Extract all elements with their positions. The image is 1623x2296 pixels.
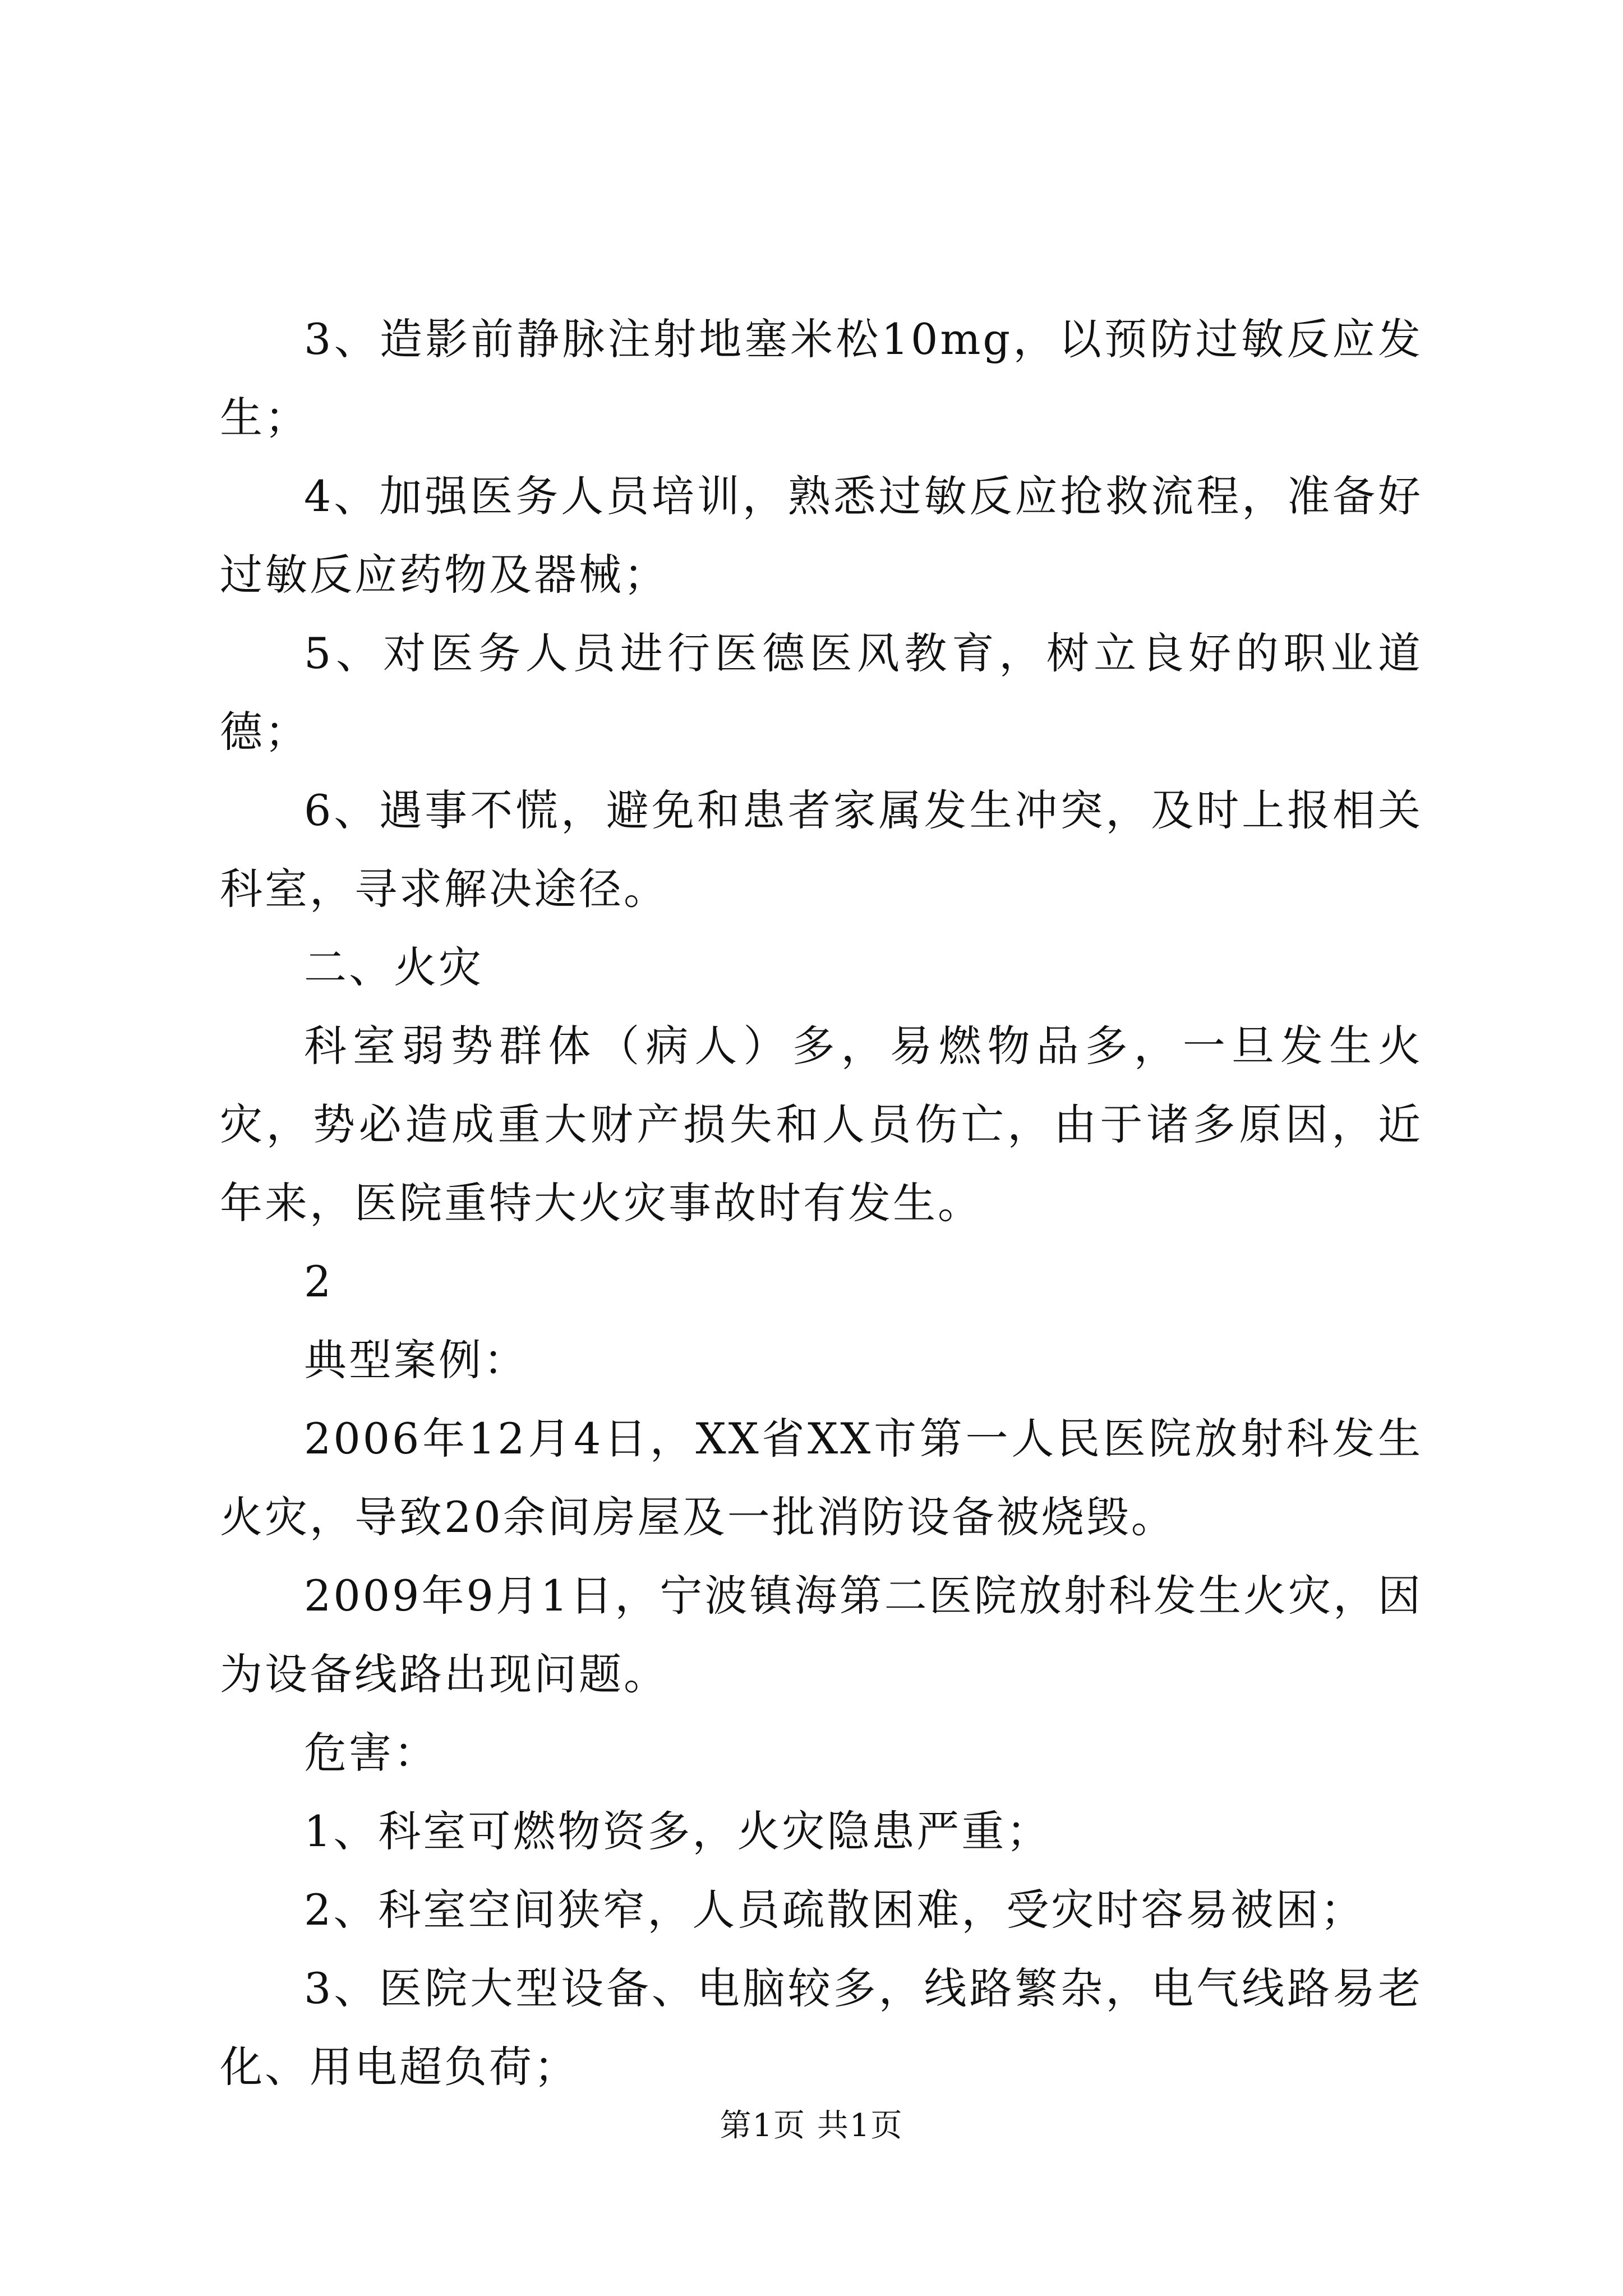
subheading-typical-cases: 典型案例：	[304, 1335, 528, 1385]
paragraph-item-4: 4、加强医务人员培训，熟悉过敏反应抢救流程，准备好过敏反应药物及器械；	[220, 471, 1423, 600]
inline-page-number: 2	[304, 1257, 334, 1306]
subheading-hazards: 危害：	[304, 1728, 439, 1778]
paragraph-item-5: 5、对医务人员进行医德医风教育，树立良好的职业道德；	[220, 628, 1423, 757]
paragraph-fire-intro: 科室弱势群体（病人）多，易燃物品多，一旦发生火灾，势必造成重大财产损失和人员伤亡，由于诸多原因，近年来，医院重特大火灾事故时有发生。	[220, 1021, 1423, 1228]
page-footer: 第1页 共1页	[720, 2108, 903, 2144]
section-heading-fire: 二、火灾	[304, 942, 483, 992]
hazard-item-3: 3、医院大型设备、电脑较多，线路繁杂，电气线路易老化、用电超负荷；	[220, 1963, 1423, 2092]
case-2009: 2009年9月1日，宁波镇海第二医院放射科发生火灾，因为设备线路出现问题。	[220, 1571, 1423, 1699]
hazard-item-2: 2、科室空间狭窄，人员疏散困难，受灾时容易被困；	[304, 1885, 1366, 1935]
case-2006: 2006年12月4日，XX省XX市第一人民医院放射科发生火灾，导致20余间房屋及一批消防设备被烧毁。	[220, 1414, 1423, 1542]
paragraph-item-3: 3、造影前静脉注射地塞米松10mg，以预防过敏反应发生；	[220, 314, 1423, 443]
document-body	[220, 300, 1423, 2106]
hazard-item-1: 1、科室可燃物资多，火灾隐患严重；	[304, 1806, 1052, 1856]
paragraph-item-6: 6、遇事不慌，避免和患者家属发生冲突，及时上报相关科室，寻求解决途径。	[220, 785, 1423, 914]
